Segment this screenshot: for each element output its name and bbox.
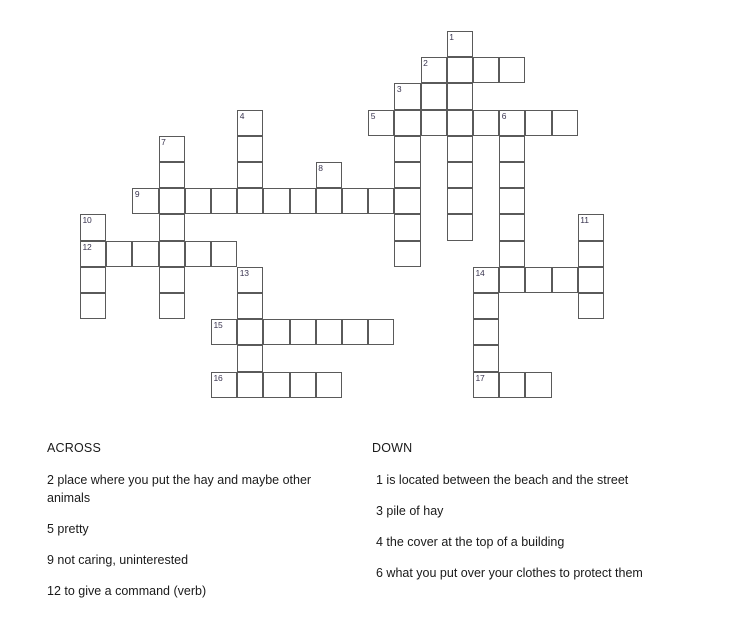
down-clue-item: 3 pile of hay [376, 504, 444, 518]
down-clue-item: 1 is located between the beach and the street [376, 473, 629, 487]
cell-number-4: 4 [239, 110, 245, 121]
crossword-cell[interactable] [394, 241, 420, 267]
cell-number-3: 3 [396, 84, 402, 95]
crossword-cell[interactable] [237, 319, 263, 345]
cell-number-1: 1 [449, 32, 454, 42]
crossword-cell[interactable] [263, 188, 289, 214]
crossword-cell[interactable] [447, 136, 473, 162]
crossword-cell[interactable] [211, 241, 237, 267]
crossword-cell[interactable] [394, 188, 420, 214]
cell-number-10: 10 [82, 215, 92, 226]
crossword-cell[interactable] [473, 293, 499, 319]
across-clue-item: 9 not caring, uninterested [47, 553, 189, 567]
crossword-cell-numbered-8[interactable] [316, 162, 342, 188]
down-clue-list [372, 471, 692, 582]
cell-number-9: 9 [134, 189, 140, 200]
crossword-cell[interactable] [525, 267, 551, 293]
crossword-cell[interactable] [421, 110, 447, 136]
across-clue-item: 12 to give a command (verb) [47, 584, 207, 598]
crossword-cell[interactable] [394, 214, 420, 240]
cell-number-8: 8 [318, 163, 323, 173]
crossword-cell[interactable] [263, 319, 289, 345]
crossword-cell[interactable] [316, 319, 342, 345]
crossword-cell[interactable] [499, 188, 525, 214]
crossword-cell[interactable] [290, 188, 316, 214]
across-clue-item: 2 place where you put the hay and maybe other animals [47, 473, 312, 505]
crossword-cell[interactable] [394, 136, 420, 162]
crossword-cell[interactable] [159, 162, 185, 188]
cell-number-12: 12 [82, 241, 92, 252]
crossword-cell[interactable] [394, 162, 420, 188]
crossword-cell[interactable] [473, 57, 499, 83]
crossword-cell[interactable] [368, 319, 394, 345]
crossword-cell[interactable] [525, 110, 551, 136]
crossword-cell[interactable] [447, 110, 473, 136]
crossword-cell[interactable] [80, 293, 106, 319]
crossword-cell[interactable] [237, 136, 263, 162]
crossword-cell[interactable] [578, 241, 604, 267]
crossword-cell-numbered-12[interactable] [80, 241, 106, 267]
crossword-cell[interactable] [290, 372, 316, 398]
crossword-cell-numbered-6[interactable] [499, 110, 525, 136]
crossword-cell[interactable] [473, 319, 499, 345]
crossword-cell-numbered-14[interactable] [473, 267, 499, 293]
crossword-cell[interactable] [290, 319, 316, 345]
crossword-cell[interactable] [447, 57, 473, 83]
crossword-cell-numbered-1[interactable] [447, 31, 473, 57]
crossword-cell[interactable] [578, 293, 604, 319]
cell-number-11: 11 [580, 215, 589, 226]
crossword-cell[interactable] [342, 319, 368, 345]
crossword-cell[interactable] [499, 57, 525, 83]
cell-number-7: 7 [161, 136, 166, 147]
crossword-cell[interactable] [316, 372, 342, 398]
across-clue-item: 5 pretty [47, 522, 89, 536]
crossword-cell-numbered-3[interactable] [394, 83, 420, 109]
crossword-cell[interactable] [159, 267, 185, 293]
down-heading: DOWN [372, 441, 413, 455]
cell-number-15: 15 [213, 320, 223, 331]
cell-number-14: 14 [475, 267, 485, 278]
cell-number-2: 2 [423, 58, 428, 69]
cell-number-16: 16 [213, 372, 223, 383]
crossword-cell[interactable] [263, 372, 289, 398]
cell-number-13: 13 [239, 267, 249, 278]
crossword-cell[interactable] [473, 345, 499, 371]
down-clue-column [372, 440, 692, 595]
crossword-cell-numbered-15[interactable] [211, 319, 237, 345]
crossword-cell[interactable] [447, 214, 473, 240]
clues-section [0, 440, 729, 620]
crossword-cell[interactable] [368, 188, 394, 214]
crossword-cell[interactable] [237, 372, 263, 398]
crossword-cell-numbered-16[interactable] [211, 372, 237, 398]
crossword-cell[interactable] [447, 162, 473, 188]
across-clue-list [47, 471, 347, 600]
crossword-cell[interactable] [473, 110, 499, 136]
crossword-cell[interactable] [237, 345, 263, 371]
crossword-cell[interactable] [132, 241, 158, 267]
crossword-cell-numbered-4[interactable] [237, 110, 263, 136]
crossword-cell[interactable] [237, 162, 263, 188]
crossword-cell[interactable] [552, 110, 578, 136]
crossword-cell[interactable] [525, 372, 551, 398]
crossword-cell[interactable] [159, 241, 185, 267]
crossword-cell-numbered-10[interactable] [80, 214, 106, 240]
down-clue-item: 6 what you put over your clothes to protect them [376, 566, 643, 580]
across-clue-column [47, 440, 347, 613]
crossword-cell-numbered-13[interactable] [237, 267, 263, 293]
crossword-cell[interactable] [499, 214, 525, 240]
crossword-cell-numbered-7[interactable] [159, 136, 185, 162]
crossword-cell[interactable] [499, 372, 525, 398]
crossword-cell-numbered-5[interactable] [368, 110, 394, 136]
crossword-cell[interactable] [499, 136, 525, 162]
crossword-cell[interactable] [499, 267, 525, 293]
crossword-cell[interactable] [499, 241, 525, 267]
crossword-cell[interactable] [421, 83, 447, 109]
crossword-cell-numbered-9[interactable] [132, 188, 158, 214]
crossword-cell[interactable] [185, 188, 211, 214]
crossword-cell[interactable] [447, 83, 473, 109]
cell-number-5: 5 [370, 110, 376, 121]
crossword-cell[interactable] [211, 188, 237, 214]
crossword-cell[interactable] [394, 110, 420, 136]
crossword-cell[interactable] [447, 188, 473, 214]
crossword-cell-numbered-17[interactable] [473, 372, 499, 398]
crossword-cell[interactable] [578, 267, 604, 293]
down-clue-item: 4 the cover at the top of a building [376, 535, 565, 549]
crossword-cell[interactable] [159, 293, 185, 319]
crossword-cell[interactable] [237, 188, 263, 214]
crossword-cell[interactable] [342, 188, 368, 214]
crossword-cell[interactable] [185, 241, 211, 267]
crossword-cell[interactable] [499, 162, 525, 188]
cell-number-6: 6 [501, 110, 507, 121]
crossword-cell[interactable] [159, 188, 185, 214]
crossword-cell[interactable] [80, 267, 106, 293]
crossword-cell-numbered-2[interactable] [421, 57, 447, 83]
crossword-cell[interactable] [316, 188, 342, 214]
crossword-cell[interactable] [106, 241, 132, 267]
cell-number-17: 17 [475, 372, 485, 383]
across-heading: ACROSS [47, 441, 101, 455]
crossword-cell-numbered-11[interactable] [578, 214, 604, 240]
crossword-cell[interactable] [159, 214, 185, 240]
crossword-cell[interactable] [552, 267, 578, 293]
crossword-cell[interactable] [237, 293, 263, 319]
